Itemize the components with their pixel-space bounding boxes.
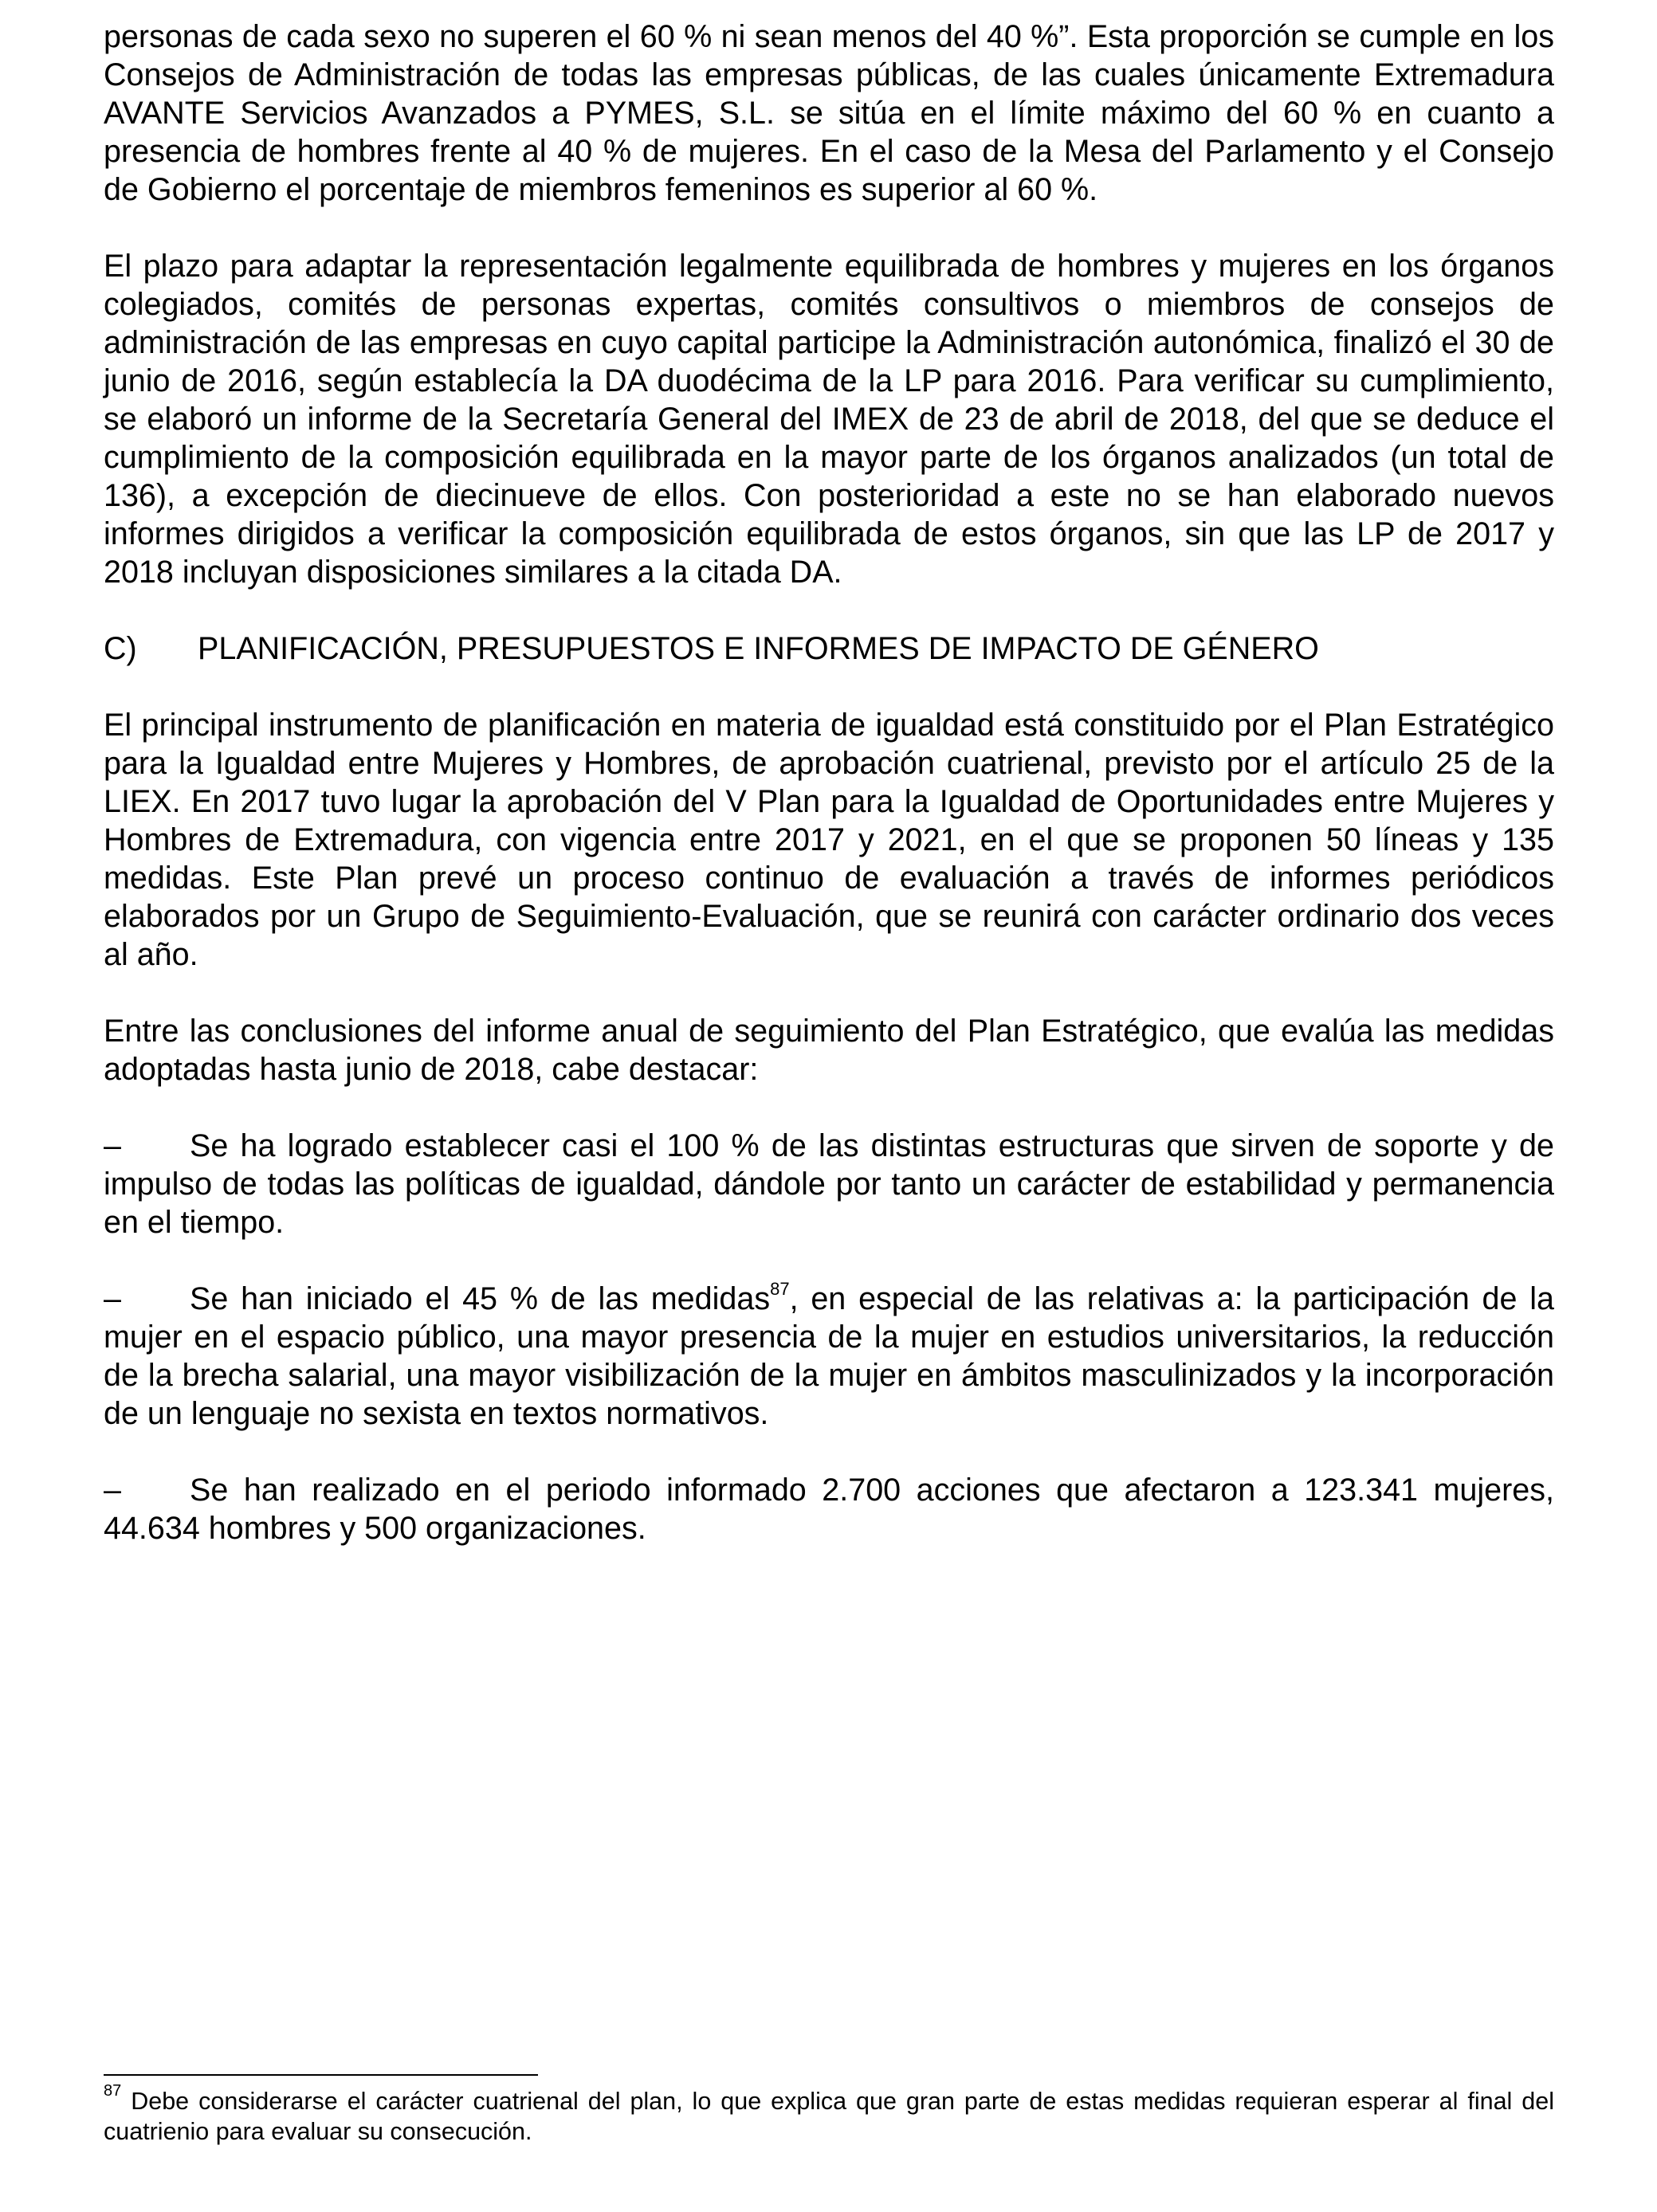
footnote-text: Debe considerarse el carácter cuatrienal del plan, lo que explica que gran parte de estas medidas requieran esperar al final del cuatrienio para evaluar su consecución. [104,2088,1554,2145]
footnote-separator [104,2074,538,2076]
dash-bullet-icon: – [104,1128,121,1163]
paragraph-gender-balance-boards: personas de cada sexo no superen el 60 % ni sean menos del 40 %”. Esta proporción se cumple en los Consejos de Administración de todas las empresas públicas, de las cuales únicamente Extremadura AVANTE Servicios Avanzados a PYMES, S.L. se sitúa en el límite máximo del 60 % en cuanto a presencia de hombres frente al 40 % de mujeres. En el caso de la Mesa del Parlamento y el Consejo de Gobierno el porcentaje de miembros femeninos es superior al 60 %. [104,19,1554,207]
list-item [104,1127,1554,1241]
paragraph-conclusions-intro: Entre las conclusiones del informe anual de seguimiento del Plan Estratégico, que evalúa las medidas adoptadas hasta junio de 2018, cabe destacar: [104,1014,1554,1087]
footnote [104,2081,1554,2147]
list-item-text: Se ha logrado establecer casi el 100 % de las distintas estructuras que sirven de soporte y de impulso de todas las políticas de igualdad, dándole por tanto un carácter de estabilidad y permanencia en el tiempo. [104,1128,1554,1240]
dash-bullet-icon: – [104,1473,121,1508]
list-item-text-continued: , en especial de las relativas a: la participación de la mujer en el espacio público, una mayor presencia de la mujer en estudios universitarios, la reducción de la brecha salarial, una mayor visibilización de la mujer en ámbitos masculinizados y la incorporación de un lenguaje no sexista en textos normativos. [104,1281,1554,1431]
section-title: PLANIFICACIÓN, PRESUPUESTOS E INFORMES DE IMPACTO DE GÉNERO [198,631,1319,666]
list-item [104,1280,1554,1433]
footnote-number: 87 [104,2081,122,2100]
document-page [104,18,1554,1586]
dash-bullet-icon: – [104,1281,121,1316]
list-item [104,1471,1554,1547]
paragraph-strategic-plan: El principal instrumento de planificación en materia de igualdad está constituido por el Plan Estratégico para la Igualdad entre Mujeres y Hombres, de aprobación cuatrienal, previsto por el artículo 25 de la LIEX. En 2017 tuvo lugar la aprobación del V Plan para la Igualdad de Oportunidades entre Mujeres y Hombres de Extremadura, con vigencia entre 2017 y 2021, en el que se proponen 50 líneas y 135 medidas. Este Plan prevé un proceso continuo de evaluación a través de informes periódicos elaborados por un Grupo de Seguimiento-Evaluación, que se reunirá con carácter ordinario dos veces al año. [104,708,1554,972]
list-item-text: Se han realizado en el periodo informado 2.700 acciones que afectaron a 123.341 mujeres, 44.634 hombres y 500 organizaciones. [104,1473,1554,1546]
list-item-text: Se han iniciado el 45 % de las medidas [190,1281,771,1316]
footnote-reference[interactable]: 87 [770,1278,790,1299]
paragraph-balanced-representation-deadline: El plazo para adaptar la representación legalmente equilibrada de hombres y mujeres en los órganos colegiados, comités de personas expertas, comités consultivos o miembros de consejos de administración de las empresas en cuyo capital participe la Administración autonómica, finalizó el 30 de junio de 2016, según establecía la DA duodécima de la LP para 2016. Para verificar su cumplimiento, se elaboró un informe de la Secretaría General del IMEX de 23 de abril de 2018, del que se deduce el cumplimiento de la composición equilibrada en la mayor parte de los órganos analizados (un total de 136), a excepción de diecinueve de ellos. Con posterioridad a este no se han elaborado nuevos informes dirigidos a verificar la composición equilibrada de estos órganos, sin que las LP de 2017 y 2018 incluyan disposiciones similares a la citada DA. [104,249,1554,590]
section-heading [104,629,1554,668]
section-number: C) [104,631,137,666]
